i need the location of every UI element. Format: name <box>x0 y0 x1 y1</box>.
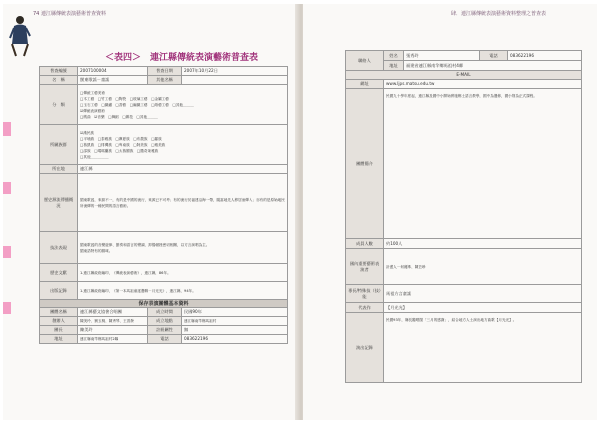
contact-phone-label: 電話 <box>480 51 508 61</box>
troupe-name-value: 連江縣藝文協會合唱團 <box>78 308 148 317</box>
category-options <box>78 85 288 125</box>
right-page <box>303 4 597 420</box>
category-line: □木工藝 □竹工藝 □陶瓷 □玻璃工藝 □金屬工藝 <box>80 96 169 101</box>
skill-value: 馬祖方言童謠 <box>384 285 582 303</box>
pink-tab-4 <box>3 302 11 314</box>
founder-value: 陳美玲、劉玉桐、陳秀琴、王善發 <box>78 317 148 326</box>
category-line: □玉石工藝 □織繡 □香藝 □編織工藝 □紙藝工藝 □其他＿＿＿ <box>80 102 194 107</box>
book-spread <box>3 4 597 420</box>
troupe-section-band: 保存表演團體基本資料 <box>40 300 288 308</box>
survey-table-left <box>39 66 288 344</box>
contact-address-label: 地址 <box>384 61 404 71</box>
name-label: 名 稱 <box>40 76 78 85</box>
intro-label: 團體簡介 <box>346 89 384 239</box>
pink-tab-1 <box>3 122 11 136</box>
group-line: □平埔族 □泰雅族 □賽夏族 □布農族 □鄒族 <box>80 136 162 141</box>
other-name-label: 其他名稱 <box>148 76 182 85</box>
performance-record-text: 民國93年，縣長聽唱閩「三月的感謝」，結合地方人士演出地方曲歌【月光光】。 <box>384 313 582 383</box>
performer-figure-illustration <box>9 14 31 58</box>
pink-tab-2 <box>3 182 11 194</box>
group-line: □邵族 □噶瑪蘭族 □太魯閣族 □撒奇萊雅族 <box>80 148 159 153</box>
founded-label: 成立時間 <box>148 308 182 317</box>
member-count-value: 約100人 <box>384 239 582 249</box>
pink-tab-3 <box>3 246 11 258</box>
contact-name-label: 姓名 <box>384 51 404 61</box>
website-value: www.ljps.matsu.edu.tw <box>384 80 582 89</box>
publication-text: 1.連江縣政府編印，《第一本馬祖童謠選輯－月光光》，連江縣，94年。 <box>78 282 288 300</box>
leader-value: 陳美玲 <box>78 326 148 335</box>
id-label: 普查編號 <box>40 67 78 76</box>
performance-record-label: 演出記錄 <box>346 313 384 383</box>
documents-label: 歷史文獻 <box>40 264 78 282</box>
right-running-head: 肆．連江縣傳統表演藝術資料整理之普查表 <box>451 11 547 17</box>
contact-label: 聯絡人 <box>346 51 384 71</box>
date-value: 2007年10月22日 <box>182 67 288 76</box>
category-line: □傳統工藝美術 <box>80 90 105 95</box>
history-text: 閩東歌謠，來源不一，有的是中國的流行，來源已不可考；有的流行於福建沿海一帶，隨當地先人移居而傳入；亦有的是原始地民所流傳的一種民間的語言藝術。 <box>78 174 288 232</box>
group-label: 所屬族群 <box>40 125 78 165</box>
left-page <box>3 4 299 420</box>
group-options <box>78 125 288 165</box>
id-value: 2007100004 <box>78 67 148 76</box>
publication-label: 出版記錄 <box>40 282 78 300</box>
skill-label: 專長/特殊技（技）能 <box>346 285 384 303</box>
founded-place-label: 成立地點 <box>148 317 182 326</box>
email-label: E-MAIL <box>346 71 582 80</box>
group-line: □魯凱族 □排灣族 □卑南族 □阿美族 □雅美族 <box>80 142 166 147</box>
phone-label: 電話 <box>148 335 182 344</box>
contact-address-value: 福建省連江縣南竿鄉馬祖村4鄰 <box>404 61 582 71</box>
founded-value: 民國90年 <box>182 308 288 317</box>
founder-label: 創辦人 <box>40 317 78 326</box>
left-running-head: 74 連江縣傳統表演藝術普查資料 <box>33 11 106 17</box>
history-label: 歷史源流傳播概況 <box>40 174 78 232</box>
address-label: 地址 <box>40 335 78 344</box>
technique-label: 技法表現 <box>40 232 78 264</box>
technique-line-2: 閩東語特有的韻味。 <box>80 248 113 253</box>
contact-phone-value: 083622196 <box>508 51 582 61</box>
category-line: □戲曲 ☑音樂 □舞蹈 □雜技 □其他＿＿＿ <box>80 114 158 119</box>
region-label: 所在地 <box>40 165 78 174</box>
phone-value: 083622196 <box>182 335 288 344</box>
founded-place-value: 連江縣南竿鄉馬祖村 <box>182 317 288 326</box>
registration-label: 註冊屬性 <box>148 326 182 335</box>
region-value: 連江縣 <box>78 165 288 174</box>
registration-value: 無 <box>182 326 288 335</box>
category-line: ☑傳統表演藝術 <box>80 108 105 113</box>
domestic-artists-label: 國內重要藝術表演者 <box>346 249 384 285</box>
leader-label: 團長 <box>40 326 78 335</box>
representative-work-value: 【月光光】 <box>384 303 582 313</box>
technique-text <box>78 232 288 264</box>
domestic-artists-text: 計畫人－何麗珠、陳芸珍 <box>384 249 582 285</box>
documents-text: 1.連江縣政府編印，《傳統表演藝術》，連江縣，86年。 <box>78 264 288 282</box>
address-value: 連江縣南竿鄉馬祖村2鄰 <box>78 335 148 344</box>
technique-line: 閩東歌謠的音樂旋律、節奏和語言的聲調、抑揚頓挫密切相關，以方言演唱為主。 <box>80 242 210 247</box>
other-name-value <box>182 76 288 85</box>
intro-text: 民國九十學年度起，連江縣及國中小開始實施鄉土語言教學，國中為選修，國小則為正式課程。 <box>384 89 582 239</box>
date-label: 普查日期 <box>148 67 182 76</box>
member-count-label: 成員人數 <box>346 239 384 249</box>
website-label: 網址 <box>346 80 384 89</box>
troupe-name-label: 團體名稱 <box>40 308 78 317</box>
group-line: ☑漢民族 <box>80 130 95 135</box>
category-label: 分 類 <box>40 85 78 125</box>
group-line: □其他＿＿＿＿＿ <box>80 154 109 159</box>
contact-name-value: 張秀玲 <box>404 51 480 61</box>
page-title: ＜表四＞ 連江縣傳統表演藝術普查表 <box>105 53 259 63</box>
representative-work-label: 代表作 <box>346 303 384 313</box>
survey-table-right <box>345 50 582 383</box>
name-value: 閩東歌謠－童謠 <box>78 76 148 85</box>
